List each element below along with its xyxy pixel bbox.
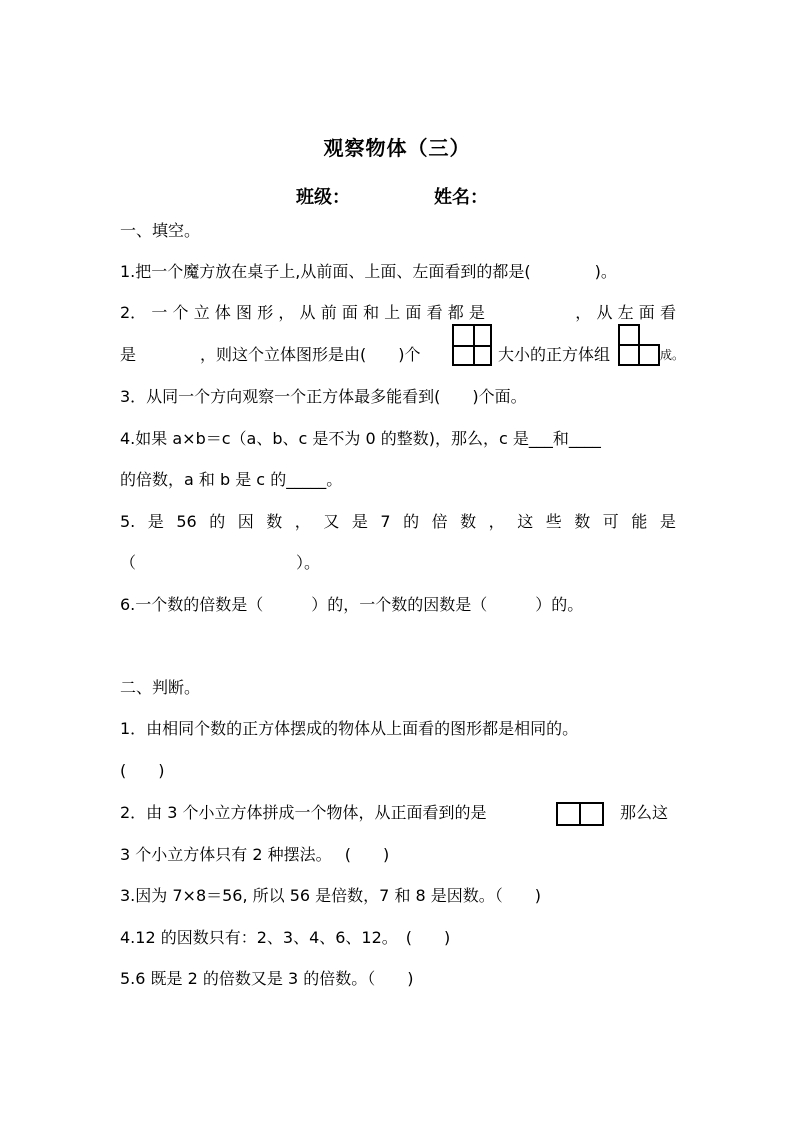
question-1-2-line-2-start: 是 <box>120 345 137 364</box>
four-square-grid-figure <box>452 324 492 366</box>
question-1-4-line-2: 的倍数，a 和 b 是 c 的_____。 <box>120 470 343 489</box>
question-1-2-line-2-tail: 成。 <box>660 348 685 362</box>
class-label: 班级： <box>296 187 350 208</box>
question-1-2-line-1: 2． 一 个 立 体 图 形 ， 从 前 面 和 上 面 看 都 是 ， 从 左 面 看 <box>120 303 676 322</box>
two-square-figure <box>556 802 604 826</box>
page-title: 观察物体（三） <box>323 136 471 160</box>
question-1-5-line-1: 5. 是 56 的 因 数 ， 又 是 7 的 倍 数 ， 这 些 数 可 能 是 <box>120 512 676 531</box>
question-2-2-line-2: 3 个小立方体只有 2 种摆法。 ( ) <box>120 845 390 864</box>
l-shape-figure <box>618 324 658 366</box>
question-1-6: 6.一个数的倍数是（ ）的，一个数的因数是（ ）的。 <box>120 595 584 614</box>
question-1-3: 3．从同一个方向观察一个正方体最多能看到( )个面。 <box>120 387 527 406</box>
question-1-4-line-1: 4.如果 a×b＝c（a、b、c 是不为 0 的整数)，那么，c 是___和____ <box>120 429 601 448</box>
name-label: 姓名： <box>434 187 488 208</box>
question-2-3: 3.因为 7×8＝56, 所以 56 是倍数，7 和 8 是因数。（ ) <box>120 886 542 905</box>
section-2-heading: 二、判断。 <box>120 678 201 697</box>
question-2-1-line-2: ( ) <box>120 761 165 780</box>
section-1-heading: 一、填空。 <box>120 221 201 240</box>
question-2-5: 5.6 既是 2 的倍数又是 3 的倍数。（ ) <box>120 969 414 988</box>
question-2-1-line-1: 1．由相同个数的正方体摆成的物体从上面看的图形都是相同的。 <box>120 719 579 738</box>
question-1-5-line-2: （ ）。 <box>120 553 321 572</box>
question-1-2-line-2-middle: ，则这个立体图形是由( )个 <box>200 345 421 364</box>
question-1-1: 1.把一个魔方放在桌子上,从前面、上面、左面看到的都是( )。 <box>120 262 617 281</box>
question-2-4: 4.12 的因数只有：2、3、4、6、12。 ( ) <box>120 928 451 947</box>
question-1-2-line-2-end: 大小的正方体组 <box>498 345 611 364</box>
question-2-2-line-1-start: 2．由 3 个小立方体拼成一个物体，从正面看到的是 <box>120 803 487 822</box>
question-2-2-line-1-end: 那么这 <box>620 803 669 822</box>
